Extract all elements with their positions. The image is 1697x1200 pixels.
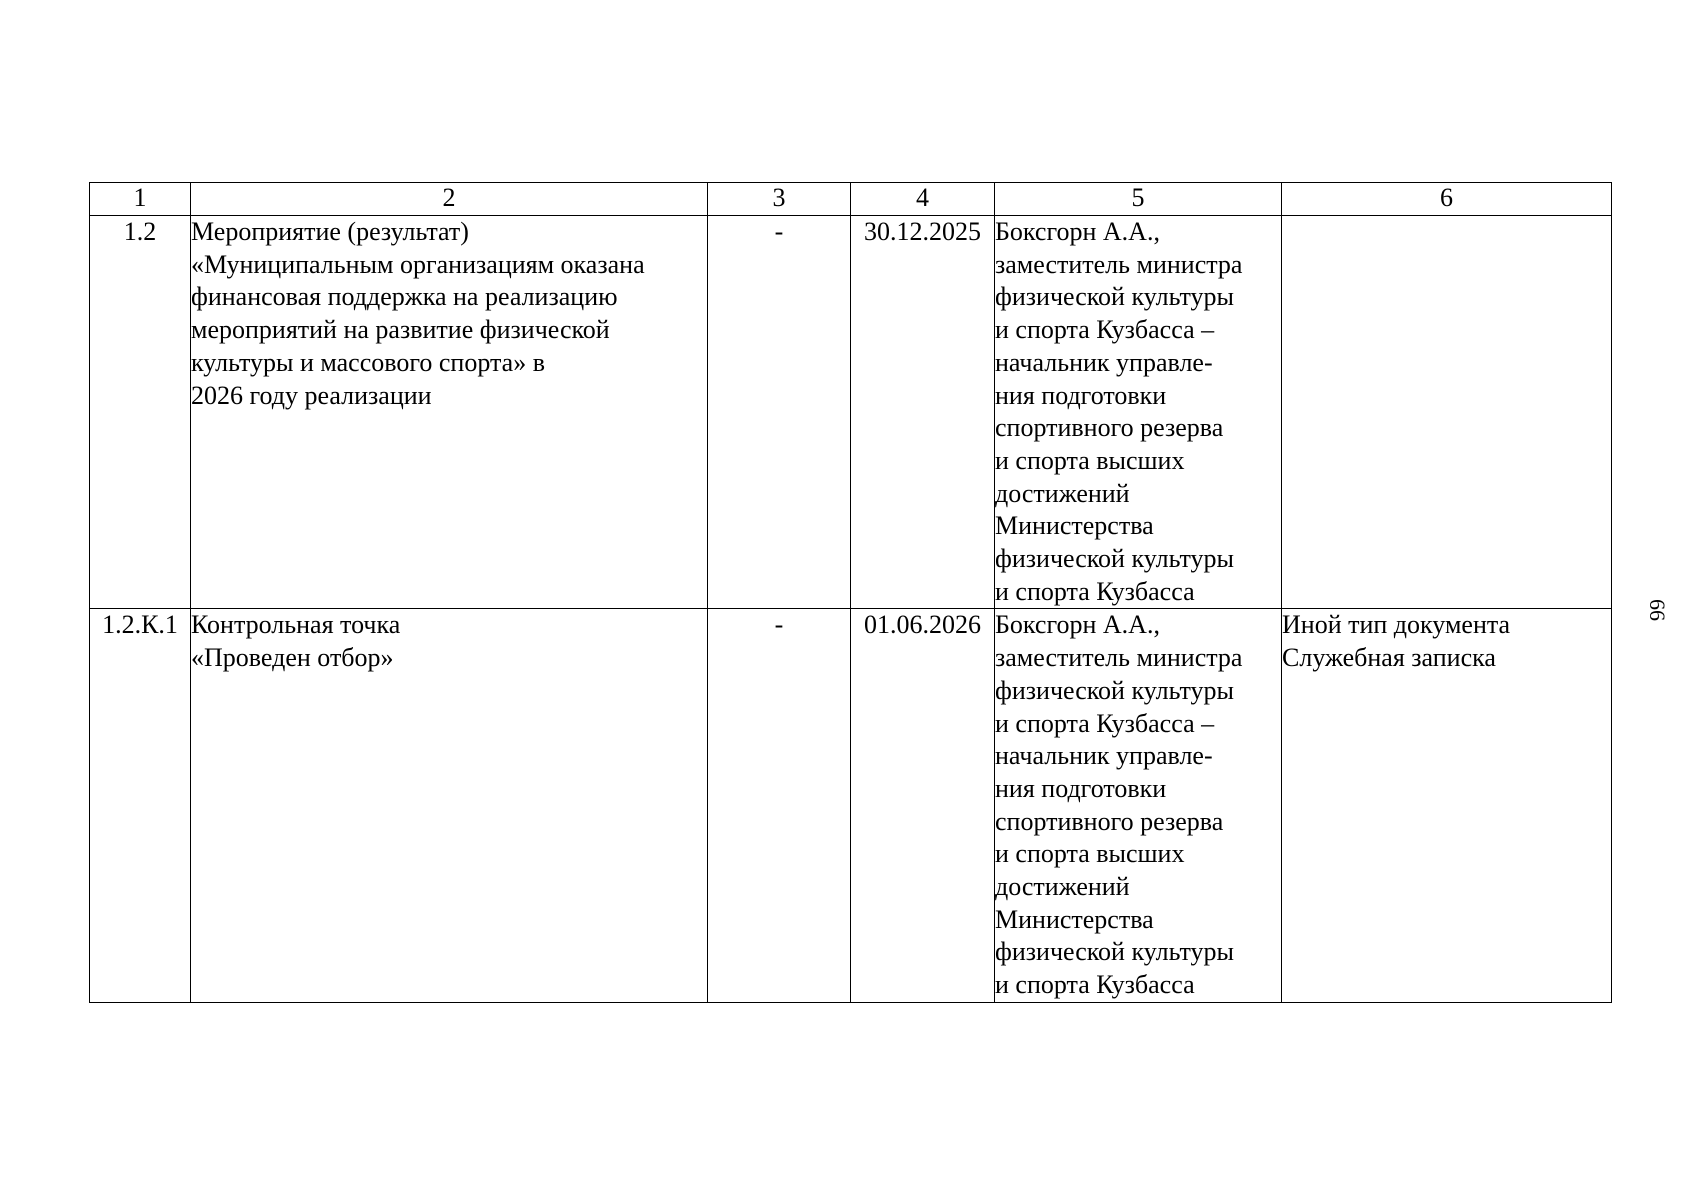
responsible-line: и спорта Кузбасса –	[995, 708, 1215, 738]
responsible-line: спортивного резерва	[995, 413, 1224, 443]
row-responsible	[995, 216, 1282, 609]
table-row	[90, 216, 1612, 609]
row-document	[1282, 609, 1612, 1002]
responsible-line: спортивного резерва	[995, 806, 1224, 836]
responsible-line: физической культуры	[995, 544, 1234, 574]
document-line: Служебная записка	[1282, 643, 1496, 673]
header-cell-5: 5	[995, 183, 1282, 216]
description-line: «Муниципальным организациям оказана	[191, 249, 645, 279]
row-date: 30.12.2025	[851, 216, 995, 609]
header-cell-2: 2	[191, 183, 708, 216]
responsible-line: ния подготовки	[995, 380, 1167, 410]
responsible-line: Боксгорн А.А.,	[995, 610, 1160, 640]
responsible-line: физической культуры	[995, 675, 1234, 705]
description-line: 2026 году реализации	[191, 380, 432, 410]
description-line: Мероприятие (результат)	[191, 217, 469, 246]
header-row	[90, 183, 1612, 216]
responsible-line: начальник управле-	[995, 347, 1213, 377]
responsible-line: физической культуры	[995, 282, 1234, 312]
responsible-line: Министерства	[995, 904, 1154, 934]
row-number: 1.2.К.1	[90, 609, 191, 1002]
responsible-line: и спорта высших	[995, 445, 1185, 475]
row-col3: -	[708, 609, 851, 1002]
row-description	[191, 216, 708, 609]
responsible-line: ния подготовки	[995, 773, 1167, 803]
table-row	[90, 609, 1612, 1002]
description-line: финансовая поддержка на реализацию	[191, 282, 618, 312]
header-cell-4: 4	[851, 183, 995, 216]
responsible-line: и спорта Кузбасса	[995, 576, 1195, 606]
responsible-line: и спорта Кузбасса	[995, 970, 1195, 1000]
row-document	[1282, 216, 1612, 609]
row-responsible	[995, 609, 1282, 1002]
row-number: 1.2	[90, 216, 191, 609]
responsible-line: Боксгорн А.А.,	[995, 217, 1160, 246]
header-cell-1: 1	[90, 183, 191, 216]
description-line: «Проведен отбор»	[191, 643, 394, 673]
description-line: мероприятий на развитие физической	[191, 315, 610, 345]
description-line: Контрольная точка	[191, 610, 401, 640]
document-line: Иной тип документа	[1282, 610, 1511, 640]
responsible-line: и спорта высших	[995, 839, 1185, 869]
responsible-line: физической культуры	[995, 937, 1234, 967]
responsible-line: заместитель министра	[995, 643, 1243, 673]
header-cell-6: 6	[1282, 183, 1612, 216]
page-number: 66	[1645, 599, 1670, 621]
description-line: культуры и массового спорта» в	[191, 347, 545, 377]
responsible-line: и спорта Кузбасса –	[995, 315, 1215, 345]
responsible-line: достижений	[995, 478, 1130, 508]
responsible-line: достижений	[995, 872, 1130, 902]
row-date: 01.06.2026	[851, 609, 995, 1002]
responsible-line: начальник управле-	[995, 741, 1213, 771]
row-description	[191, 609, 708, 1002]
plan-table	[89, 182, 1612, 1003]
responsible-line: заместитель министра	[995, 249, 1243, 279]
row-col3: -	[708, 216, 851, 609]
header-cell-3: 3	[708, 183, 851, 216]
responsible-line: Министерства	[995, 511, 1154, 541]
